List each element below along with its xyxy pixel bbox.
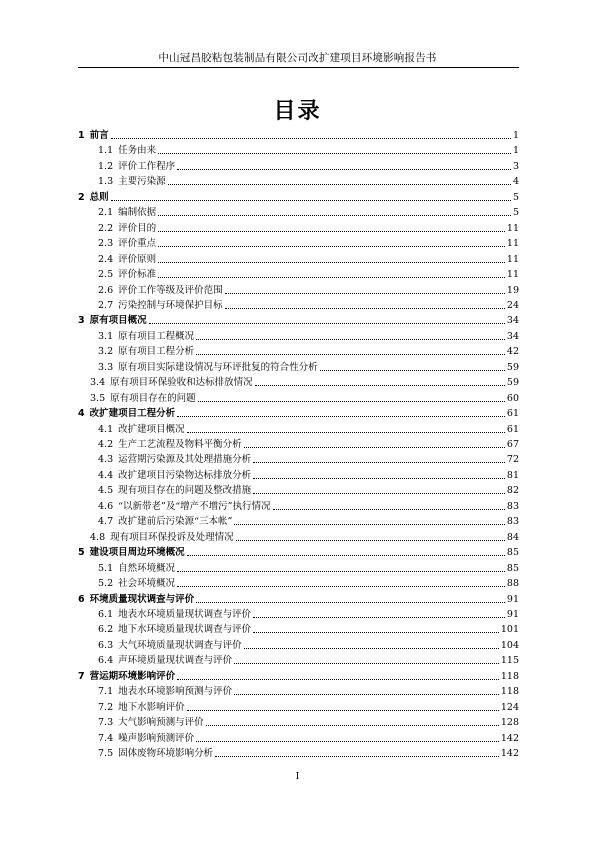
toc-entry-text [78,671,175,683]
toc-section-entry[interactable] [98,298,519,312]
dot-leader [187,554,505,556]
toc-entry-text [98,563,175,575]
toc-entry-text [98,145,156,157]
toc-entry-label: 污染控制与环境保护目标 [118,299,223,311]
dot-leader [177,678,499,680]
dot-leader [177,585,505,587]
toc-entry-text [98,609,251,621]
toc-entry-number: 2.1 [98,207,114,219]
dot-leader [234,662,499,664]
toc-entry-page: 128 [500,717,519,729]
toc-entry-text [78,192,109,204]
toc-entry-text [98,207,156,219]
toc-entry-text [78,594,194,606]
toc-entry-page: 118 [500,686,519,698]
toc-entry-label: 原有项目工程分析 [118,346,195,358]
toc-entry-text [90,393,196,405]
toc-entry-number: 2.4 [98,253,114,265]
toc-entry-page: 81 [506,469,519,481]
dot-leader [253,477,505,479]
toc-entry-number: 4.3 [98,454,114,466]
toc-entry-label: 生产工艺流程及物料平衡分析 [118,439,242,450]
toc-entry-page: 104 [500,639,519,651]
toc-entry-number: 4.6 [98,500,114,512]
dot-leader [234,523,505,525]
dot-leader [177,415,505,417]
toc-entry-page: 83 [506,516,519,528]
toc-entry-number: 3.1 [98,330,114,342]
toc-section-entry[interactable] [98,143,519,157]
toc-chapter-entry[interactable] [78,406,519,420]
toc-section-entry[interactable] [98,452,519,466]
toc-entry-page: 88 [506,578,519,590]
toc-entry-label: 建设项目周边环境概况 [89,547,185,559]
dot-leader [225,307,505,309]
toc-entry-label: 声环境质量现状调查与评价 [118,655,233,667]
toc-entry-text [98,702,185,714]
toc-entry-number: 3 [78,315,85,327]
toc-entry-page: 67 [506,439,519,450]
toc-entry-page: 124 [500,701,519,713]
dot-leader [253,631,499,633]
toc-entry-number: 4.2 [98,439,114,450]
toc-entry-page: 11 [506,238,519,250]
dot-leader [168,183,511,185]
toc-section-entry[interactable] [98,514,519,528]
toc-entry-page: 61 [506,423,519,435]
toc-entry-number: 3.2 [98,346,114,358]
header-divider [78,67,519,68]
toc-entry-text [98,238,156,250]
dot-leader [253,461,505,463]
toc-entry-number: 4.7 [98,516,114,528]
toc-entry-page: 24 [506,299,519,311]
toc-entry-text [98,161,175,173]
toc-entry-page: 85 [506,547,519,559]
toc-entry-label: 地下水环境质量现状调查与评价 [118,624,252,636]
dot-leader [234,693,499,695]
toc-section-entry[interactable] [98,221,519,235]
toc-entry-label: 环境质量现状调查与评价 [89,593,195,605]
toc-entry-page: 11 [506,222,519,234]
toc-section-entry[interactable] [98,360,519,374]
toc-entry-label: 自然环境概况 [118,562,176,574]
dot-leader [177,168,511,170]
toc-entry-number: 6.1 [98,608,114,620]
dot-leader [255,384,505,386]
toc-section-entry[interactable] [98,653,519,667]
dot-leader [177,570,505,572]
toc-entry-page: 91 [506,593,519,605]
toc-entry-label: 评价重点 [118,238,157,250]
toc-entry-text [78,315,147,327]
toc-entry-page: 142 [500,732,519,744]
toc-chapter-entry[interactable] [78,128,519,142]
toc-section-entry[interactable] [90,391,519,405]
toc-entry-number: 4.5 [98,485,114,497]
toc-entry-page: 91 [506,608,519,620]
toc-section-entry[interactable] [98,638,519,652]
toc-entry-label: 社会环境概况 [118,578,176,590]
toc-section-entry[interactable] [98,283,519,297]
toc-entry-number: 2.3 [98,238,114,250]
toc-chapter-entry[interactable] [78,545,519,559]
toc-section-entry[interactable] [98,252,519,266]
toc-entry-label: 原有项目环保验收和达标排放情况 [110,377,253,389]
toc-section-entry[interactable] [98,684,519,698]
toc-entry-number: 2.6 [98,284,114,296]
toc-entry-text [98,686,232,698]
dot-leader [236,539,505,541]
toc-section-entry[interactable] [98,483,519,497]
page-number: I [295,772,300,782]
dot-leader [187,431,505,433]
toc-entry-text [98,285,223,297]
toc-entry-page: 34 [506,330,519,342]
toc-entry-label: 原有项目实际建设情况与环评批复的符合性分析 [118,361,318,373]
toc-section-entry[interactable] [98,267,519,281]
toc-entry-page: 34 [506,315,519,327]
dot-leader [158,152,511,154]
toc-entry-number: 7.2 [98,701,114,713]
toc-entry-label: 地表水环境质量现状调查与评价 [118,608,252,620]
toc-entry-label: 评价标准 [118,269,157,281]
toc-entry-page: 3 [512,160,519,172]
toc-entry-number: 2.5 [98,269,114,281]
toc-entry-page: 61 [506,408,519,420]
toc-entry-number: 3.4 [90,377,106,389]
toc-entry-page: 118 [500,670,519,682]
toc-entry-number: 2 [78,191,85,203]
toc-entry-page: 1 [512,130,519,141]
toc-entry-text [78,547,185,559]
toc-entry-page: 101 [500,624,519,636]
toc-entry-page: 85 [506,562,519,574]
toc-section-entry[interactable] [98,715,519,729]
dot-leader [244,647,499,649]
toc-entry-page: 82 [506,485,519,497]
toc-entry-label: 运营期污染源及其处理措施分析 [118,454,252,466]
toc-entry-text [78,130,109,142]
toc-entry-number: 5.1 [98,562,114,574]
toc-entry-text [98,733,194,745]
dot-leader [225,292,505,294]
toc-chapter-entry[interactable] [78,592,519,606]
dot-leader [198,400,505,402]
toc-section-entry[interactable] [98,576,519,590]
toc-section-entry[interactable] [98,329,519,343]
toc-entry-number: 6.3 [98,639,114,651]
dot-leader [111,199,511,201]
dot-leader [273,508,505,510]
dot-leader [320,369,505,371]
toc-entry-label: 原有项目概况 [89,315,147,327]
toc-entry-label: 改扩建项目工程分析 [89,408,176,420]
toc-section-entry[interactable] [98,205,519,219]
toc-section-entry[interactable] [98,607,519,621]
toc-entry-page: 115 [500,655,519,667]
dot-leader [196,353,505,355]
toc-entry-text [98,346,194,358]
toc-entry-number: 7.5 [98,748,114,759]
toc-section-entry[interactable] [98,746,519,760]
toc-entry-label: 地表水环境影响预测与评价 [118,686,233,698]
toc-entry-number: 4 [78,408,85,420]
toc-section-entry[interactable] [98,437,519,451]
dot-leader [187,709,499,711]
toc-entry-number: 4.1 [98,423,114,435]
toc-entry-number: 4.8 [90,531,106,543]
toc-entry-page: 4 [512,176,519,188]
toc-section-entry[interactable] [98,174,519,188]
toc-entry-label: 原有项目工程概况 [118,330,195,342]
toc-entry-text [90,377,253,389]
toc-entry-text [98,424,185,436]
toc-entry-page: 11 [506,269,519,281]
toc-entry-text [98,254,156,266]
dot-leader [196,601,505,603]
toc-section-entry[interactable] [98,159,519,173]
toc-entry-text [98,454,251,466]
toc-entry-number: 3.3 [98,361,114,373]
toc-entry-label: 现有项目环保投诉及处理情况 [110,531,234,543]
toc-entry-number: 1 [78,130,85,141]
dot-leader [158,261,505,263]
toc-entry-number: 7.3 [98,717,114,729]
toc-entry-label: 评价工作等级及评价范围 [118,284,223,296]
toc-entry-page: 1 [512,145,519,157]
toc-entry-page: 42 [506,346,519,358]
toc-section-entry[interactable] [98,236,519,250]
dot-leader [158,245,505,247]
toc-entry-label: 总则 [89,191,109,203]
dot-leader [196,338,505,340]
toc-entry-label: 地下水影响评价 [118,701,185,713]
toc-chapter-entry[interactable] [78,313,519,327]
toc-entry-text [98,640,242,652]
toc-section-entry[interactable] [98,700,519,714]
toc-entry-text [98,362,318,374]
toc-entry-page: 72 [506,454,519,466]
toc-entry-number: 2.2 [98,222,114,234]
toc-entry-label: 噪声影响预测评价 [118,732,195,744]
toc-entry-number: 7 [78,670,85,682]
toc-section-entry[interactable] [98,499,519,513]
toc-entry-number: 1.3 [98,176,114,188]
toc-entry-label: “以新带老”及“增产不增污”执行情况 [118,500,271,512]
toc-entry-number: 6.2 [98,624,114,636]
dot-leader [149,322,505,324]
toc-entry-number: 3.5 [90,392,106,404]
toc-entry-page: 84 [506,531,519,543]
toc-entry-text [98,501,271,513]
toc-title: 目录 [273,99,322,124]
dot-leader [244,446,505,448]
toc-chapter-entry[interactable] [78,669,519,683]
dot-leader [158,230,505,232]
toc-section-entry[interactable] [90,375,519,389]
toc-entry-number: 4.4 [98,469,114,481]
toc-entry-text [98,748,213,760]
toc-chapter-entry[interactable] [78,190,519,204]
toc-entry-page: 59 [506,361,519,373]
dot-leader [158,214,511,216]
dot-leader [253,492,505,494]
toc-entry-number: 5 [78,547,85,559]
toc-section-entry[interactable] [98,468,519,482]
toc-entry-number: 6 [78,593,85,605]
toc-entry-label: 原有项目存在的问题 [110,392,196,404]
toc-entry-label: 前言 [89,130,109,141]
toc-entry-text [98,439,242,451]
toc-entry-number: 1.2 [98,160,114,172]
toc-entry-text [98,516,232,528]
toc-entry-text [98,470,251,482]
dot-leader [206,724,499,726]
dot-leader [215,755,499,757]
toc-entry-page: 60 [506,392,519,404]
toc-entry-label: 营运期环境影响评价 [89,670,176,682]
dot-leader [158,276,505,278]
toc-entry-page: 59 [506,377,519,389]
toc-entry-label: 编制依据 [118,207,157,219]
toc-entry-text [98,624,251,636]
dot-leader [111,137,511,139]
toc-entry-page: 5 [512,191,519,203]
toc-entry-text [98,176,166,188]
toc-entry-text [98,269,156,281]
toc-entry-text [98,331,194,343]
toc-entry-page: 83 [506,500,519,512]
toc-entry-number: 6.4 [98,655,114,667]
dot-leader [196,740,499,742]
toc-section-entry[interactable] [98,422,519,436]
toc-entry-text [98,300,223,312]
toc-entry-label: 改扩建项目概况 [118,423,185,435]
toc-entry-number: 7.1 [98,686,114,698]
toc-entry-label: 评价目的 [118,222,157,234]
toc-entry-label: 大气环境质量现状调查与评价 [118,639,242,651]
running-header: 中山冠昌胶粘包装制品有限公司改扩建项目环境影响报告书 [158,52,437,64]
toc-entry-label: 大气影响预测与评价 [118,717,204,729]
toc-section-entry[interactable] [90,530,519,544]
toc-entry-number: 5.2 [98,578,114,590]
toc-entry-label: 固体废物环境影响分析 [118,748,214,759]
toc-section-entry[interactable] [98,344,519,358]
dot-leader [253,616,505,618]
toc-entry-page: 5 [512,207,519,219]
toc-entry-text [90,532,234,544]
toc-entry-page: 142 [500,748,519,759]
toc-entry-text [98,485,251,497]
toc-section-entry[interactable] [98,622,519,636]
toc-entry-number: 1.1 [98,145,114,157]
toc-entry-label: 改扩建项目污染物达标排放分析 [118,469,252,481]
toc-entry-label: 任务由来 [118,145,157,157]
toc-entry-text [98,655,232,667]
toc-entry-label: 主要污染源 [118,176,166,188]
toc-entry-label: 改扩建前后污染源“三本帐” [118,516,233,528]
toc-entry-text [98,578,175,590]
toc-entry-label: 评价原则 [118,253,157,265]
toc-section-entry[interactable] [98,731,519,745]
toc-entry-text [98,717,204,729]
toc-entry-page: 19 [506,284,519,296]
toc-entry-page: 11 [506,253,519,265]
toc-entry-label: 评价工作程序 [118,160,176,172]
toc-entry-text [98,223,156,235]
toc-entry-number: 7.4 [98,732,114,744]
toc-entry-label: 现有项目存在的问题及整改措施 [118,485,252,497]
toc-entry-text [78,408,175,420]
toc-section-entry[interactable] [98,561,519,575]
toc-entry-number: 2.7 [98,299,114,311]
